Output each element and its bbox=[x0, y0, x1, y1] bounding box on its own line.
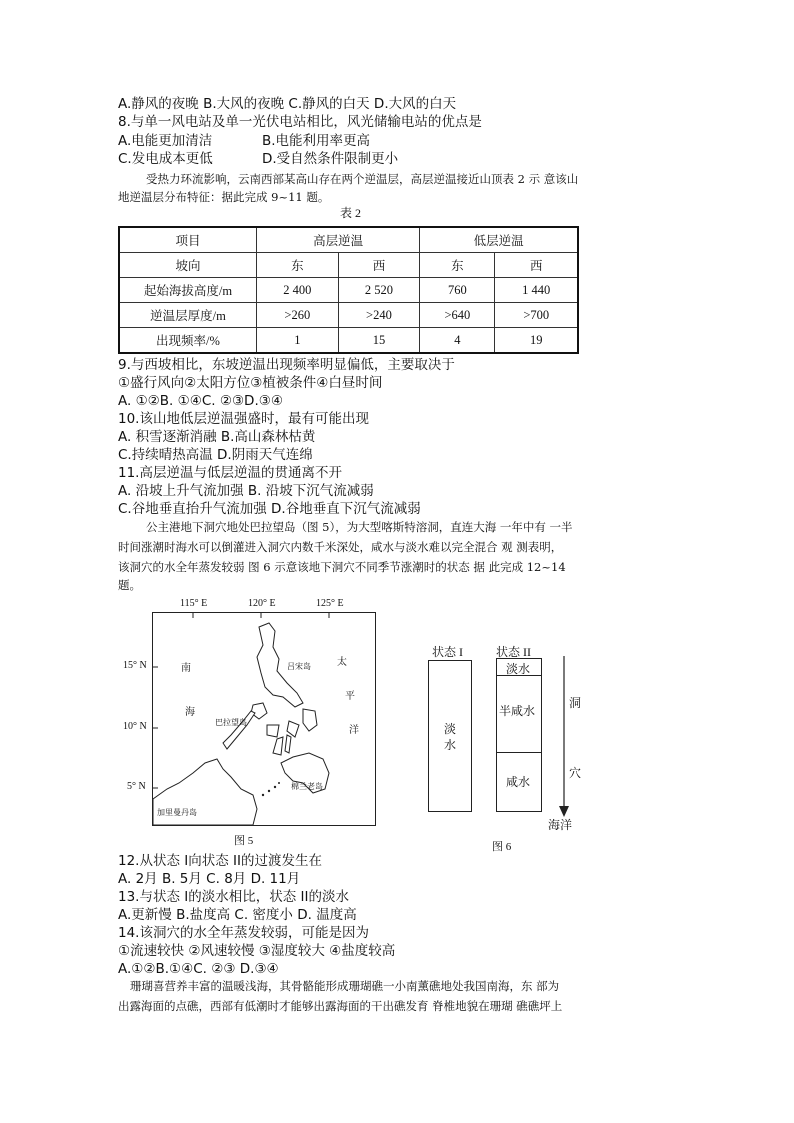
q8-option-d: D.受自然条件限制更小 bbox=[262, 151, 399, 167]
slope-west: 西 bbox=[495, 253, 578, 278]
cell: >640 bbox=[420, 303, 495, 328]
cell: 2 520 bbox=[338, 278, 420, 303]
palawan-label: 巴拉望岛 bbox=[215, 718, 247, 727]
q12-stem: 12.从状态 I向状态 II的过渡发生在 bbox=[118, 853, 322, 869]
slope-west: 西 bbox=[338, 253, 420, 278]
cell: 19 bbox=[495, 328, 578, 354]
table2-title: 表 2 bbox=[340, 206, 362, 220]
state1-column bbox=[428, 660, 472, 812]
state2-brackish-layer bbox=[497, 676, 541, 753]
q7-options: A.静风的夜晚 B.大风的夜晚 C.静风的白天 D.大风的白天 bbox=[118, 96, 457, 112]
cell: 15 bbox=[338, 328, 420, 354]
passage-12-14-line3: 该洞穴的水全年蒸发较弱 图 6 示意该地下洞穴不同季节涨潮时的状态 据 此完成 12~14 bbox=[118, 560, 566, 574]
lat-10: 10° N bbox=[123, 721, 147, 732]
q14-stem: 14.该洞穴的水全年蒸发较弱，可能是因为 bbox=[118, 925, 369, 941]
pacific-label-3: 洋 bbox=[349, 725, 359, 736]
q14-items: ①流速较快 ②风速较慢 ③湿度较大 ④盐度较高 bbox=[118, 943, 396, 959]
q11-options-ab: A. 沿坡上升气流加强 B. 沿坡下沉气流减弱 bbox=[118, 483, 374, 499]
state1-label: 状态 I bbox=[432, 645, 463, 659]
passage-15-line1: 珊瑚喜营养丰富的温暖浅海，其骨骼能形成珊瑚礁一小南薰礁地处我国南海，东 部为 bbox=[130, 979, 560, 993]
q11-stem: 11.高层逆温与低层逆温的贯通离不开 bbox=[118, 465, 342, 481]
state2-column bbox=[496, 658, 542, 812]
fig5-caption: 图 5 bbox=[234, 835, 254, 847]
cell: >240 bbox=[338, 303, 420, 328]
cave-label-1: 洞 bbox=[569, 696, 582, 710]
lon-120: 120° E bbox=[248, 598, 276, 609]
table-row bbox=[119, 328, 578, 354]
state2-fresh-layer bbox=[497, 659, 541, 676]
row-label: 起始海拔高度/m bbox=[119, 278, 257, 303]
passage-12-14-line4: 题。 bbox=[118, 578, 141, 592]
q11-options-cd: C.谷地垂直抬升气流加强 D.谷地垂直下沉气流减弱 bbox=[118, 501, 421, 517]
philippines-map bbox=[152, 612, 376, 826]
passage-15-line2: 出露海面的点礁，西部有低潮时才能够出露海面的干出礁发育 脊椎地貌在珊瑚 礁礁坪上 bbox=[118, 999, 563, 1013]
header-item: 项目 bbox=[119, 227, 257, 253]
kalimantan-label: 加里曼丹岛 bbox=[157, 808, 197, 817]
south-sea-label-1: 南 bbox=[181, 663, 191, 674]
table-header-row bbox=[119, 227, 578, 253]
q10-options-ab: A. 积雪逐渐消融 B.高山森林枯黄 bbox=[118, 429, 316, 445]
lat-15: 15° N bbox=[123, 660, 147, 671]
state2-label: 状态 II bbox=[496, 645, 531, 659]
pacific-label-2: 平 bbox=[345, 691, 355, 702]
q8-stem: 8.与单一风电站及单一光伏电站相比，风光储输电站的优点是 bbox=[118, 114, 482, 130]
lon-125: 125° E bbox=[316, 598, 344, 609]
south-sea-label-2: 海 bbox=[185, 707, 195, 718]
table-row bbox=[119, 303, 578, 328]
ocean-label: 海洋 bbox=[548, 818, 573, 832]
mindanao-label: 棉兰老岛 bbox=[291, 782, 323, 791]
cell: 2 400 bbox=[257, 278, 339, 303]
table-slope-row bbox=[119, 253, 578, 278]
row-label: 出现频率/% bbox=[119, 328, 257, 354]
slope-east: 东 bbox=[257, 253, 339, 278]
slope-east: 东 bbox=[420, 253, 495, 278]
cell: 4 bbox=[420, 328, 495, 354]
luzon-label: 吕宋岛 bbox=[287, 662, 311, 671]
q13-options: A.更新慢 B.盐度高 C. 密度小 D. 温度高 bbox=[118, 907, 357, 923]
table-row bbox=[119, 278, 578, 303]
passage-12-14-line2: 时间涨潮时海水可以倒灌进入洞穴内数千米深处，咸水与淡水难以完全混合 观 测表明， bbox=[118, 540, 563, 554]
state2-fresh-label: 淡水 bbox=[506, 662, 531, 676]
cell: 760 bbox=[420, 278, 495, 303]
q8-option-b: B.电能利用率更高 bbox=[262, 133, 371, 149]
lat-5: 5° N bbox=[127, 781, 146, 792]
cave-arrow-icon bbox=[556, 656, 572, 818]
q9-options: A. ①②B. ①④C. ②③D.③④ bbox=[118, 393, 283, 409]
pacific-label-1: 太 bbox=[337, 657, 347, 668]
state2-brackish-label: 半咸水 bbox=[499, 704, 536, 718]
cave-label-2: 穴 bbox=[569, 766, 582, 780]
fig6-caption: 图 6 bbox=[492, 841, 512, 853]
header-high: 高层逆温 bbox=[257, 227, 420, 253]
lon-115: 115° E bbox=[180, 598, 208, 609]
passage-12-14-line1: 公主港地下洞穴地处巴拉望岛（图 5），为大型喀斯特溶洞，直连大海 一年中有 一半 bbox=[146, 520, 573, 534]
passage-9-11-line2: 地逆温层分布特征：据此完成 9~11 题。 bbox=[118, 190, 330, 204]
q9-items: ①盛行风向②太阳方位③植被条件④白昼时间 bbox=[118, 375, 383, 391]
cell: 1 440 bbox=[495, 278, 578, 303]
q8-option-a: A.电能更加清洁 bbox=[118, 133, 213, 149]
inversion-table bbox=[118, 226, 579, 354]
passage-9-11-line1: 受热力环流影响，云南西部某高山存在两个逆温层，高层逆温接近山顶表 2 示 意该山 bbox=[146, 172, 579, 186]
q12-options: A. 2月 B. 5月 C. 8月 D. 11月 bbox=[118, 871, 301, 887]
q13-stem: 13.与状态 I的淡水相比，状态 II的淡水 bbox=[118, 889, 349, 905]
state2-salt-label: 咸水 bbox=[506, 775, 531, 789]
q10-stem: 10.该山地低层逆温强盛时，最有可能出现 bbox=[118, 411, 369, 427]
q9-stem: 9.与西坡相比，东坡逆温出现频率明显偏低，主要取决于 bbox=[118, 357, 455, 373]
header-low: 低层逆温 bbox=[420, 227, 578, 253]
map-graphic bbox=[153, 613, 375, 825]
cell: 1 bbox=[257, 328, 339, 354]
state1-fresh-water: 淡水 bbox=[444, 722, 457, 752]
slope-label: 坡向 bbox=[119, 253, 257, 278]
q8-option-c: C.发电成本更低 bbox=[118, 151, 213, 167]
cell: >260 bbox=[257, 303, 339, 328]
row-label: 逆温层厚度/m bbox=[119, 303, 257, 328]
q14-options: A.①②B.①④C. ②③ D.③④ bbox=[118, 961, 279, 977]
q10-options-cd: C.持续晴热高温 D.阴雨天气连绵 bbox=[118, 447, 313, 463]
cell: >700 bbox=[495, 303, 578, 328]
